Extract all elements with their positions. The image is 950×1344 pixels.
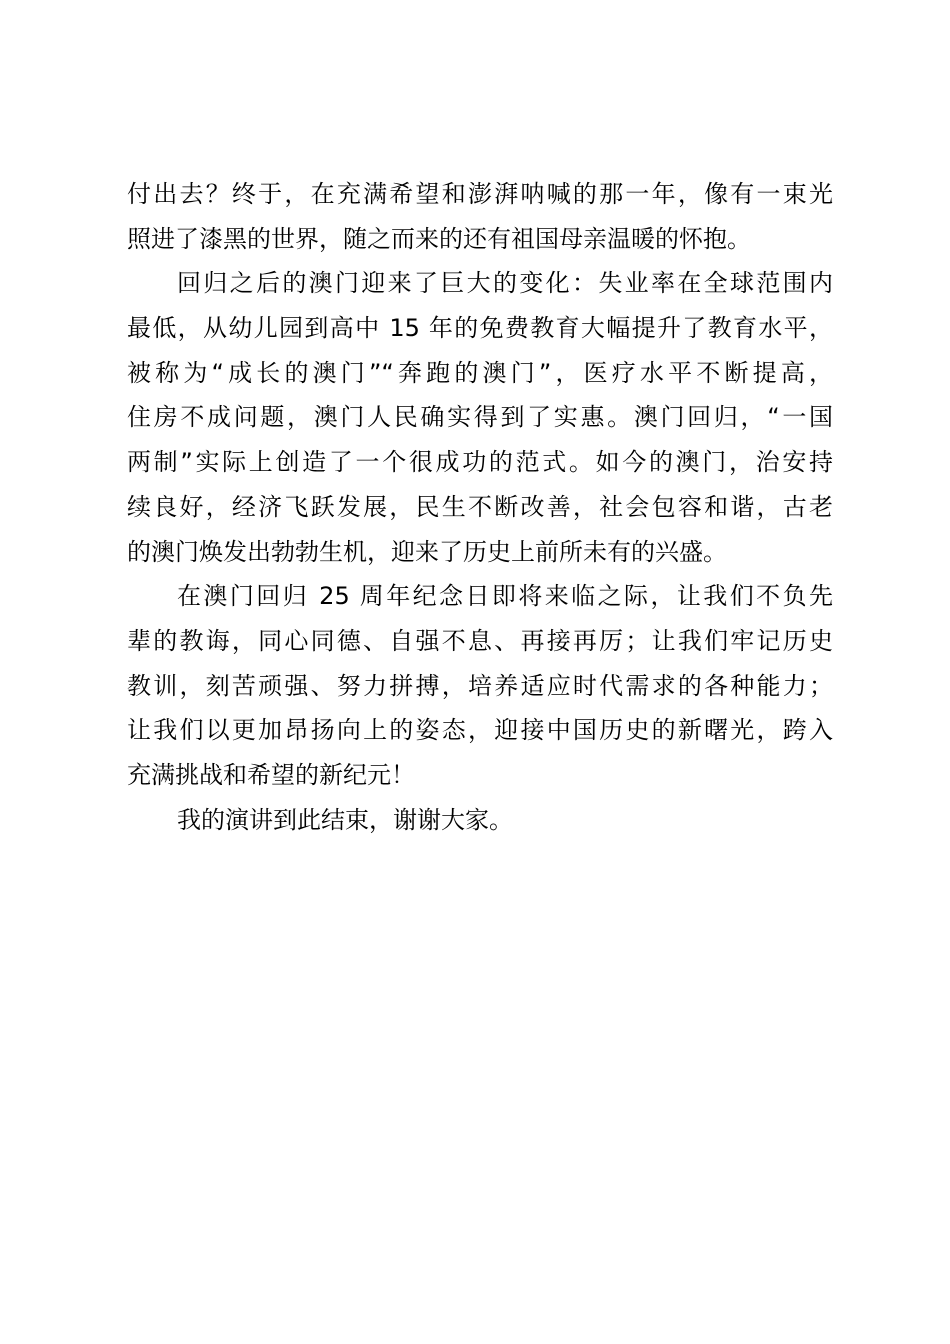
text-line: 照进了漆黑的世界，随之而来的还有祖国母亲温暖的怀抱。 [127, 224, 751, 253]
speech-text [127, 172, 833, 842]
text-line: 住房不成问题，澳门人民确实得到了实惠。澳门回归，“一国 [127, 403, 833, 432]
text-line: 续良好，经济飞跃发展，民生不断改善，社会包容和谐，古老 [127, 492, 833, 521]
text-line: 辈的教诲，同心同德、自强不息、再接再厉；让我们牢记历史 [127, 626, 833, 655]
text-line: 的澳门焕发出勃勃生机，迎来了历史上前所未有的兴盛。 [127, 537, 727, 566]
text-line: 充满挑战和希望的新纪元！ [127, 760, 415, 789]
text-line: 两制”实际上创造了一个很成功的范式。如今的澳门，治安持 [127, 448, 833, 477]
text-line: 最低，从幼儿园到高中 15 年的免费教育大幅提升了教育水平， [127, 314, 833, 343]
text-line: 回归之后的澳门迎来了巨大的变化：失业率在全球范围内 [177, 269, 833, 298]
text-line: 在澳门回归 25 周年纪念日即将来临之际，让我们不负先 [177, 582, 833, 611]
text-line: 付出去？终于，在充满希望和澎湃呐喊的那一年，像有一束光 [127, 180, 833, 208]
text-line: 我的演讲到此结束，谢谢大家。 [177, 805, 513, 834]
text-line: 被称为“成长的澳门”“奔跑的澳门”，医疗水平不断提高， [127, 358, 833, 387]
text-line: 让我们以更加昂扬向上的姿态，迎接中国历史的新曙光，跨入 [127, 716, 833, 745]
text-line: 教训，刻苦顽强、努力拼搏，培养适应时代需求的各种能力； [127, 671, 833, 700]
